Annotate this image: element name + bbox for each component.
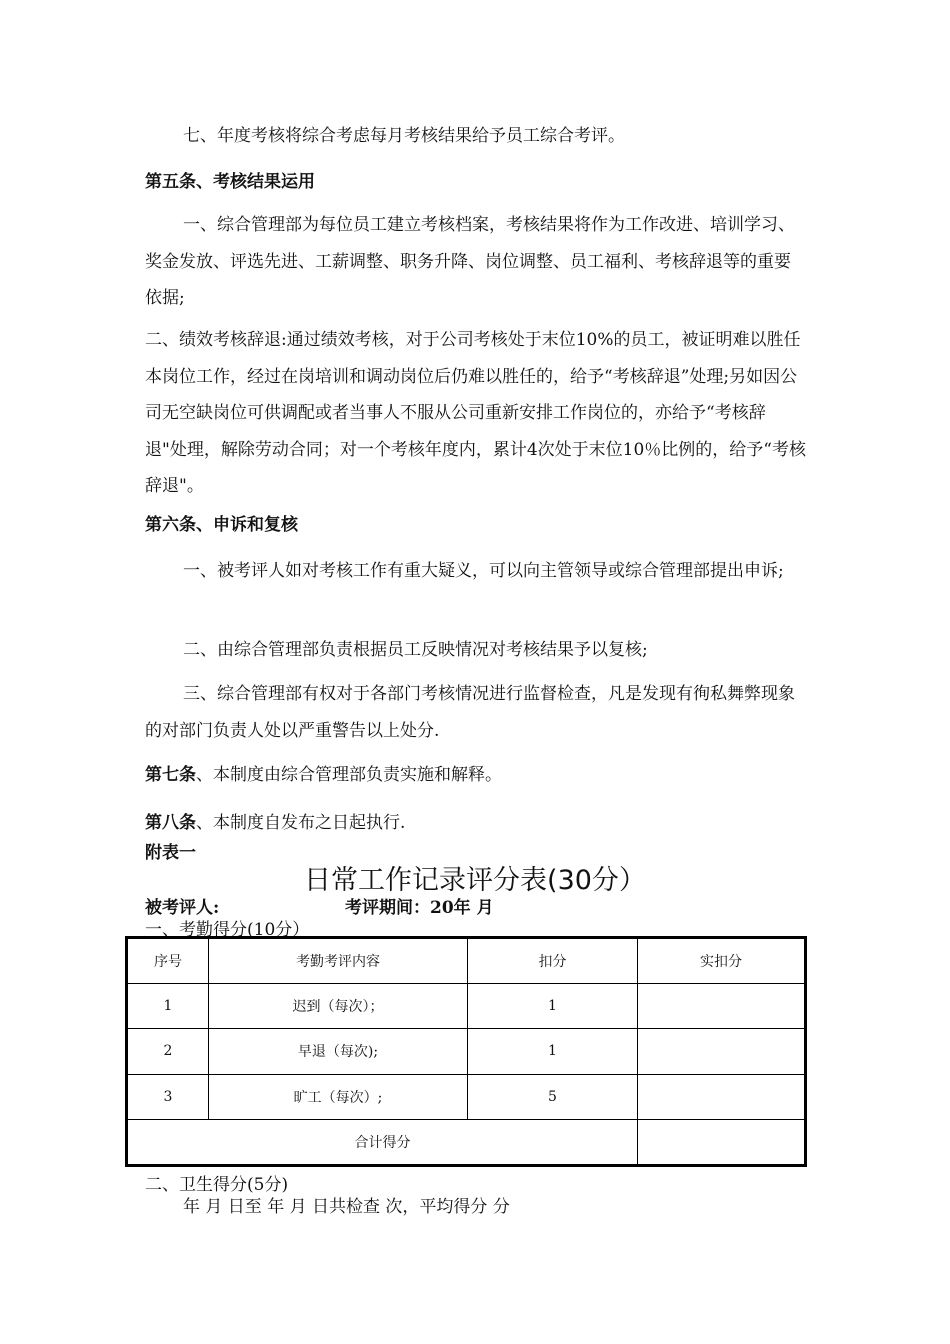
hygiene-inspection-line: 年 月 日至 年 月 日共检查 次，平均得分 分 — [183, 1197, 510, 1217]
header-seq: 序号 — [127, 938, 209, 984]
total-value[interactable] — [638, 1120, 806, 1166]
cell-seq: 2 — [127, 1029, 209, 1075]
paragraph-item-7: 七、年度考核将综合考虑每月考核结果给予员工综合考评。 — [183, 126, 625, 146]
cell-actual-deduction[interactable] — [638, 983, 806, 1029]
article-7-text: 、本制度由综合管理部负责实施和解释。 — [196, 765, 502, 785]
article-7-label: 第七条 — [145, 765, 196, 785]
total-label: 合计得分 — [127, 1120, 638, 1166]
article-6-clause-2: 二、由综合管理部负责根据员工反映情况对考核结果予以复核; — [183, 640, 648, 660]
hygiene-section-heading: 二、卫生得分(5分) — [145, 1175, 289, 1195]
cell-content: 旷工（每次）; — [209, 1074, 468, 1120]
article-8-label: 第八条 — [145, 813, 196, 833]
article-7 — [145, 757, 807, 794]
table-total-row — [127, 1120, 806, 1166]
table-header-row — [127, 938, 806, 984]
article-8 — [145, 805, 807, 842]
header-content: 考勤考评内容 — [209, 938, 468, 984]
table-row — [127, 1074, 806, 1120]
cell-content: 迟到（每次）； — [209, 983, 468, 1029]
table-row — [127, 983, 806, 1029]
header-deduction: 扣分 — [468, 938, 638, 984]
article-6-heading: 第六条、申诉和复核 — [145, 515, 298, 535]
appendix-label: 附表一 — [145, 843, 196, 863]
cell-actual-deduction[interactable] — [638, 1074, 806, 1120]
article-8-text: 、本制度自发布之日起执行. — [196, 813, 406, 833]
header-actual-deduction: 实扣分 — [638, 938, 806, 984]
form-title: 日常工作记录评分表(30分） — [304, 865, 646, 896]
cell-deduction: 1 — [468, 1029, 638, 1075]
evaluation-period-label: 考评期间：20年 月 — [345, 898, 494, 918]
table-row — [127, 1029, 806, 1075]
article-6-clause-1: 一、被考评人如对考核工作有重大疑义，可以向主管领导或综合管理部提出申诉; — [183, 561, 784, 581]
article-5-heading: 第五条、考核结果运用 — [145, 172, 315, 192]
cell-seq: 3 — [127, 1074, 209, 1120]
cell-deduction: 5 — [468, 1074, 638, 1120]
article-5-clause-1: 一、综合管理部为每位员工建立考核档案，考核结果将作为工作改进、培训学习、奖金发放、评选先进、工薪调整、职务升降、岗位调整、员工福利、考核辞退等的重要依据; — [145, 215, 795, 308]
article-5-clause-2: 二、绩效考核辞退:通过绩效考核，对于公司考核处于末位10%的员工，被证明难以胜任本岗位工作，经过在岗培训和调动岗位后仍难以胜任的，给予“考核辞退”处理;另如因公司无空缺岗位可供调配或者当事人不服从公司重新安排工作岗位的，亦给予“考核辞退"处理，解除劳动合同；对一个考核年度内，累计4次处于末位10％比例的，给予“考核辞退"。 — [145, 330, 806, 496]
evaluatee-label: 被考评人: — [145, 898, 220, 918]
cell-actual-deduction[interactable] — [638, 1029, 806, 1075]
attendance-score-table — [125, 936, 807, 1167]
cell-deduction: 1 — [468, 983, 638, 1029]
cell-seq: 1 — [127, 983, 209, 1029]
article-6-clause-3: 三、综合管理部有权对于各部门考核情况进行监督检查，凡是发现有徇私舞弊现象的对部门负责人处以严重警告以上处分. — [145, 684, 795, 741]
attendance-section-heading: 一、考勤得分(10分） — [145, 920, 310, 940]
cell-content: 早退（每次); — [209, 1029, 468, 1075]
